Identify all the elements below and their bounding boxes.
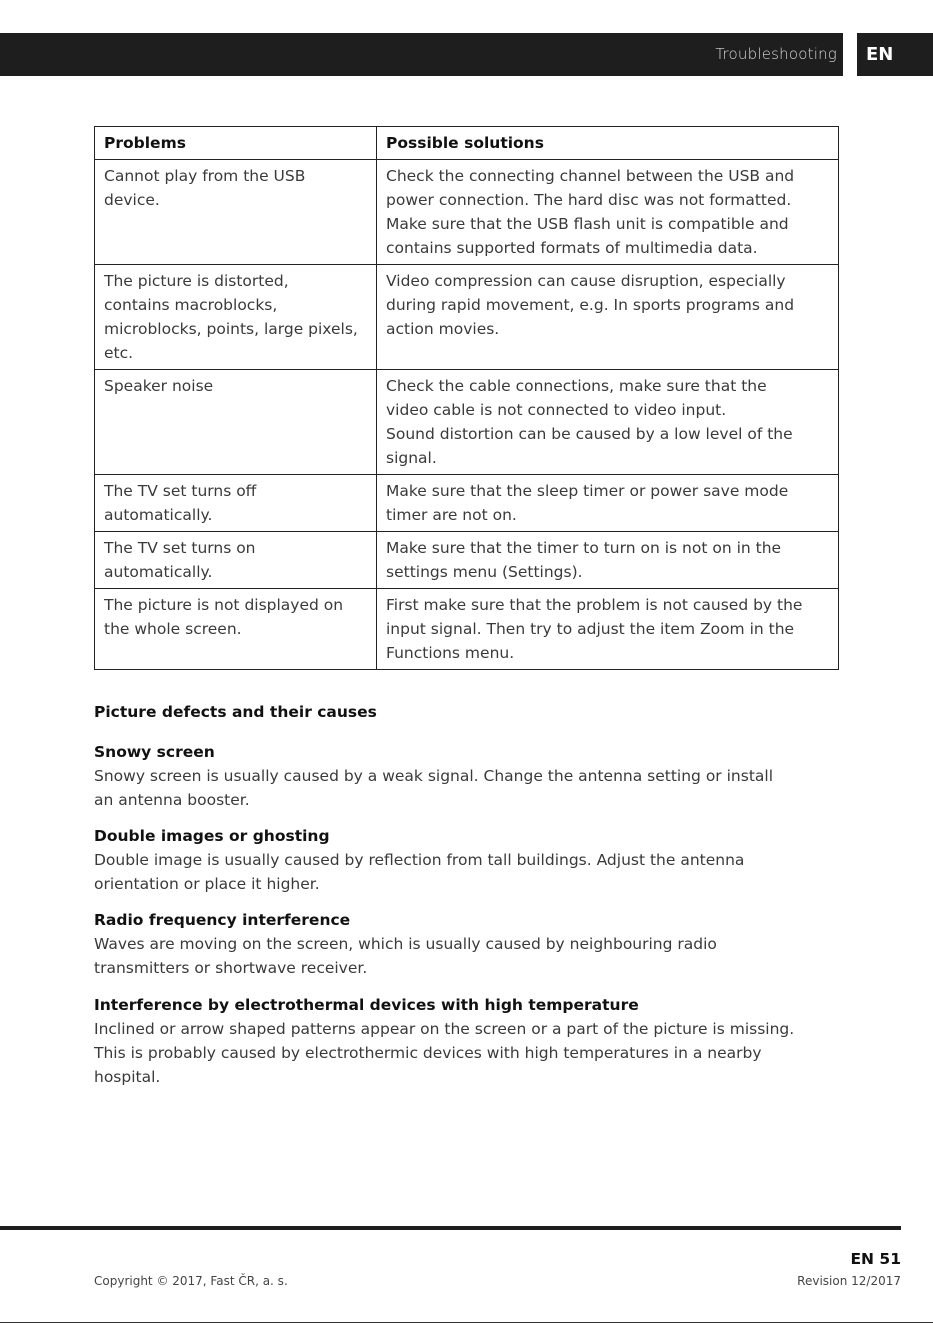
column-header-solutions: Possible solutions [377, 127, 839, 160]
page-number: EN 51 [850, 1250, 901, 1268]
defect-body: Waves are moving on the screen, which is usually caused by neighbouring radio transmitters or shortwave receiver. [94, 935, 717, 977]
problem-cell: The picture is not displayed on the whole screen. [95, 589, 377, 670]
defect-item-electrothermal [94, 993, 844, 1089]
defect-title: Interference by electrothermal devices with high temperature [94, 996, 639, 1014]
defect-body: Inclined or arrow shaped patterns appear on the screen or a part of the picture is missing. This is probably caused by electrothermic devices with high temperatures in a nearby hospital. [94, 1020, 795, 1086]
solution-cell: Video compression can cause disruption, especially during rapid movement, e.g. In sports programs and action movies. [377, 265, 839, 370]
copyright: Copyright © 2017, Fast ČR, a. s. [94, 1274, 288, 1288]
language-tab [857, 33, 933, 76]
table-header-row [95, 127, 839, 160]
defect-title: Radio frequency interference [94, 911, 351, 929]
problem-cell: The picture is distorted, contains macroblocks, microblocks, points, large pixels, etc. [95, 265, 377, 370]
table-row [95, 265, 839, 370]
bottom-rule [0, 1322, 933, 1323]
solution-cell: Check the cable connections, make sure that the video cable is not connected to video input. Sound distortion can be caused by a low level of the signal. [377, 370, 839, 475]
defect-body: Double image is usually caused by reflection from tall buildings. Adjust the antenna orientation or place it higher. [94, 851, 745, 893]
header-bar [0, 33, 843, 76]
defect-item-snowy-screen [94, 740, 844, 812]
problem-cell: The TV set turns on automatically. [95, 532, 377, 589]
problem-cell: Speaker noise [95, 370, 377, 475]
language-label: EN [866, 44, 894, 65]
problem-cell: The TV set turns off automatically. [95, 475, 377, 532]
section-heading: Picture defects and their causes [94, 703, 377, 721]
defect-title: Double images or ghosting [94, 827, 330, 845]
table-row [95, 160, 839, 265]
table-row [95, 532, 839, 589]
solution-cell: Make sure that the timer to turn on is not on in the settings menu (Settings). [377, 532, 839, 589]
solution-cell: Check the connecting channel between the USB and power connection. The hard disc was not formatted. Make sure that the USB flash unit is compatible and contains supported formats of multimedia data. [377, 160, 839, 265]
defect-item-rf-interference [94, 908, 844, 980]
footer-rule [0, 1226, 901, 1230]
solution-cell: First make sure that the problem is not caused by the input signal. Then try to adjust the item Zoom in the Functions menu. [377, 589, 839, 670]
defect-item-ghosting [94, 824, 844, 896]
table-row [95, 475, 839, 532]
defect-title: Snowy screen [94, 743, 215, 761]
column-header-problems: Problems [95, 127, 377, 160]
solution-cell: Make sure that the sleep timer or power save mode timer are not on. [377, 475, 839, 532]
table-row [95, 589, 839, 670]
troubleshooting-table [94, 126, 839, 670]
problem-cell: Cannot play from the USB device. [95, 160, 377, 265]
header-title: Troubleshooting [715, 45, 837, 63]
defect-body: Snowy screen is usually caused by a weak signal. Change the antenna setting or install an antenna booster. [94, 767, 774, 809]
revision: Revision 12/2017 [797, 1274, 901, 1288]
table-row [95, 370, 839, 475]
